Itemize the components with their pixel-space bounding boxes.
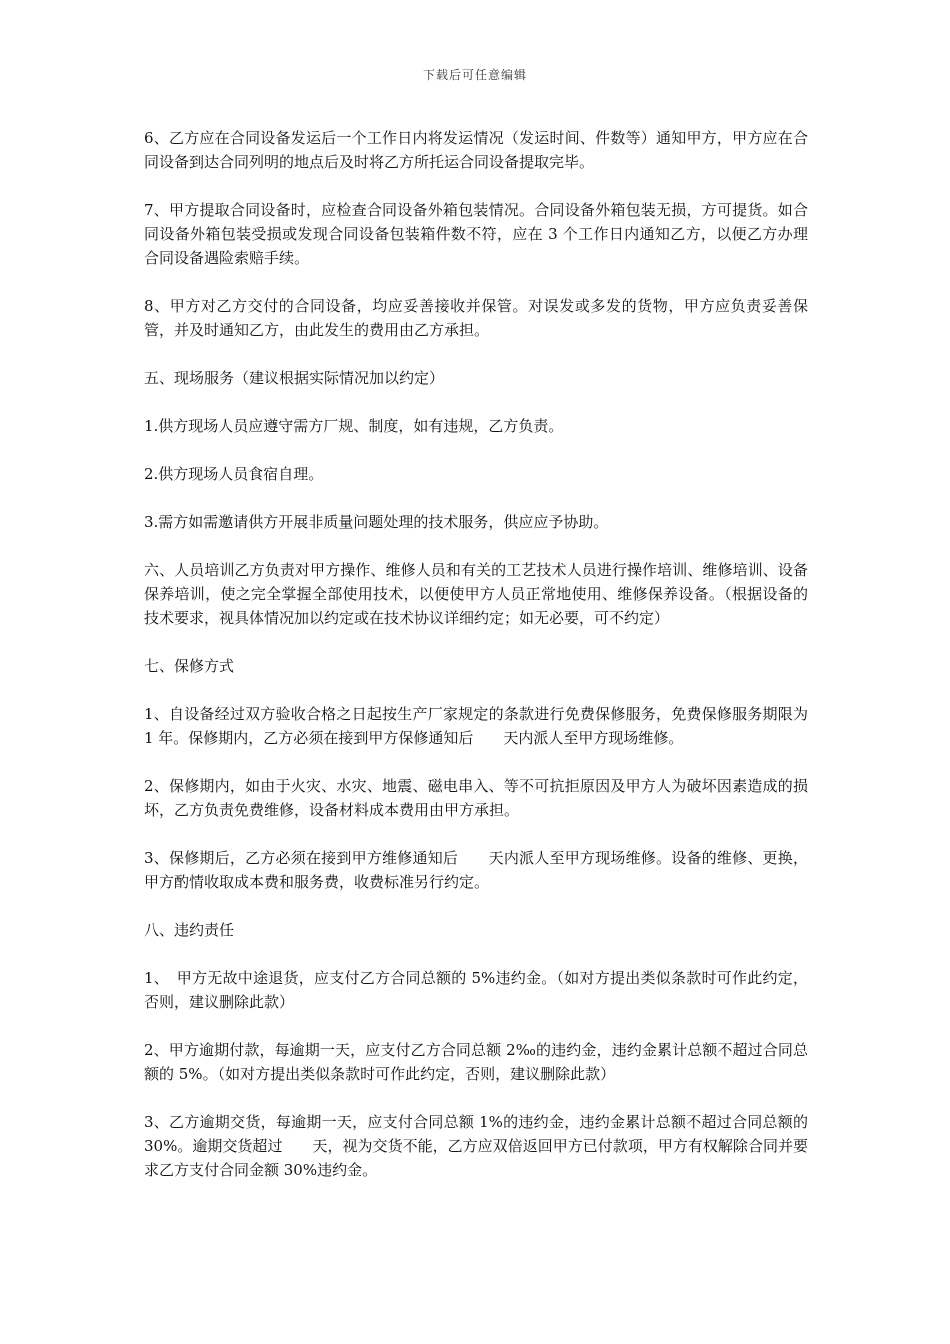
section-7-title: 七、保修方式 [144,657,235,675]
clause-4-6: 6、乙方应在合同设备发运后一个工作日内将发运情况（发运时间、件数等）通知甲方，甲方应在合同设备到达合同列明的地点后及时将乙方所托运合同设备提取完毕。 [144,129,808,171]
clause-4-8: 8、甲方对乙方交付的合同设备，均应妥善接收并保管。对误发或多发的货物，甲方应负责妥善保管，并及时通知乙方，由此发生的费用由乙方承担。 [144,297,808,339]
clause-8-3: 3、乙方逾期交货，每逾期一天，应支付合同总额 1%的违约金，违约金累计总额不超过合同总额的 30%。逾期交货超过 天，视为交货不能，乙方应双倍返回甲方已付款项，甲方有权解除合同并要求乙方支付合同金额 30%违约金。 [144,1113,813,1179]
clause-5-2: 2.供方现场人员食宿自理。 [144,465,324,483]
clause-7-2: 2、保修期内，如由于火灾、水灾、地震、磁电串入、等不可抗拒原因及甲方人为破坏因素造成的损坏，乙方负责免费维修，设备材料成本费用由甲方承担。 [144,777,808,819]
clause-4-7: 7、甲方提取合同设备时，应检查合同设备外箱包装情况。合同设备外箱包装无损，方可提货。如合同设备外箱包装受损或发现合同设备包装箱件数不符，应在 3 个工作日内通知乙方，以便乙方办理合同设备遇险索赔手续。 [144,201,808,267]
clause-8-1: 1、 甲方无故中途退货，应支付乙方合同总额的 5%违约金。（如对方提出类似条款时可作此约定，否则，建议删除此款） [144,969,808,1011]
clause-8-2: 2、甲方逾期付款，每逾期一天，应支付乙方合同总额 2‰的违约金，违约金累计总额不超过合同总额的 5%。（如对方提出类似条款时可作此约定，否则，建议删除此款） [144,1041,808,1083]
document-body [144,126,813,1206]
clause-7-3: 3、保修期后，乙方必须在接到甲方维修通知后 天内派人至甲方现场维修。设备的维修、更换，甲方酌情收取成本费和服务费，收费标准另行约定。 [144,849,808,891]
page-header: 下载后可任意编辑 [422,68,527,82]
clause-7-1: 1、自设备经过双方验收合格之日起按生产厂家规定的条款进行免费保修服务，免费保修服务期限为 1 年。保修期内，乙方必须在接到甲方保修通知后 天内派人至甲方现场维修。 [144,705,813,747]
clause-5-3: 3.需方如需邀请供方开展非质量问题处理的技术服务，供应应予协助。 [144,513,609,531]
section-5-title: 五、现场服务（建议根据实际情况加以约定） [144,369,445,387]
clause-5-1: 1.供方现场人员应遵守需方厂规、制度，如有违规，乙方负责。 [144,417,564,435]
section-8-title: 八、违约责任 [144,921,235,939]
section-6-training: 六、人员培训乙方负责对甲方操作、维修人员和有关的工艺技术人员进行操作培训、维修培训、设备保养培训，使之完全掌握全部使用技术，以便使甲方人员正常地使用、维修保养设备。（根据设备的技术要求，视具体情况加以约定或在技术协议详细约定；如无必要，可不约定） [144,561,808,627]
